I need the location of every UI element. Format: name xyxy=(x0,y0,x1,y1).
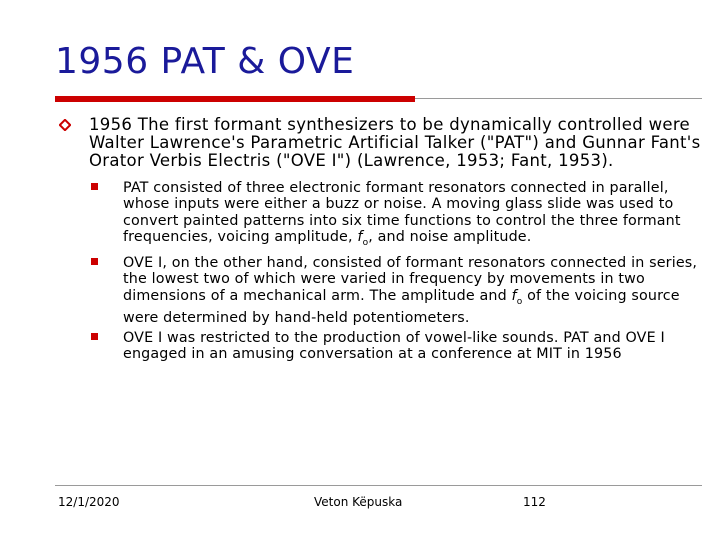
sub-bullet-vowel: OVE I was restricted to the production of vowel-like sounds. PAT and OVE I engaged in an amusing conversation at a conference at MIT in 1956 xyxy=(56,330,706,363)
sub-bullet-ove: OVE I, on the other hand, consisted of formant resonators connected in series, the lowest two of which were varied in frequency by movements in two dimensions of a mechanical arm. The amplitude and $f_o$ of the voicing source were determined by hand-held potentiometers. xyxy=(56,255,706,326)
main-bullet-text: 1956 The first formant synthesizers to be dynamically controlled were Walter Lawrence's Parametric Artificial Talker ("PAT") and Gunnar Fant's Orator Verbis Electris ("OVE I") (Lawrence, 1953; Fant, 1953). xyxy=(89,115,701,170)
sub-bullet-list xyxy=(56,180,706,363)
square-bullet-icon xyxy=(91,333,98,340)
footer-divider xyxy=(55,485,702,486)
footer-date: 12/1/2020 xyxy=(58,495,120,509)
diamond-outline-icon xyxy=(59,119,71,131)
square-bullet-icon xyxy=(91,258,98,265)
fo-symbol: $f_o$ xyxy=(357,228,369,248)
title-accent-bar xyxy=(55,96,415,102)
fo-symbol: $f_o$ xyxy=(511,287,523,307)
slide-body xyxy=(56,116,706,367)
square-bullet-icon xyxy=(91,183,98,190)
footer-page-number: 112 xyxy=(523,495,546,509)
footer-author: Veton Këpuska xyxy=(314,495,403,509)
main-bullet xyxy=(56,116,706,170)
sub-bullet-pat: PAT consisted of three electronic formant resonators connected in parallel, whose inputs were either a buzz or noise. A moving glass slide was used to convert painted patterns into six time functions to control the three formant frequencies, voicing amplitude, $f_o$, and noise amplitude. xyxy=(56,180,706,251)
slide-title: 1956 PAT & OVE xyxy=(55,41,355,82)
